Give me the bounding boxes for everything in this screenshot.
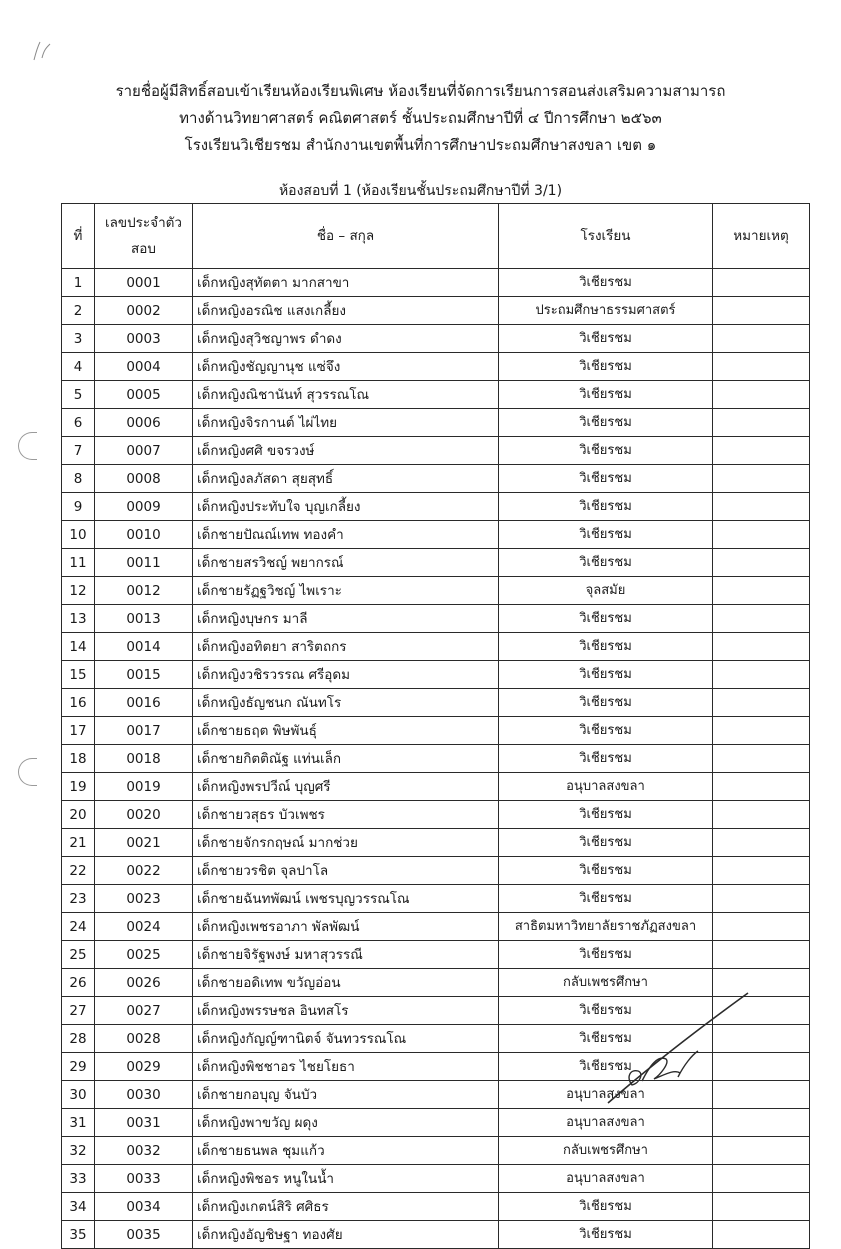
student-name-cell: เด็กชายฉันทพัฒน์ เพชรบุญวรรณโณ [193, 885, 499, 913]
row-number: 35 [62, 1221, 95, 1249]
row-number: 14 [62, 633, 95, 661]
table-row [62, 381, 810, 409]
exam-id-cell: 0007 [95, 437, 193, 465]
school-cell: สาธิตมหาวิทยาลัยราชภัฏสงขลา [499, 913, 713, 941]
remark-cell [713, 801, 810, 829]
table-row [62, 633, 810, 661]
school-cell: กลับเพชรศึกษา [499, 969, 713, 997]
school-cell: วิเชียรชม [499, 997, 713, 1025]
table-row [62, 801, 810, 829]
student-name-cell: เด็กหญิงประทับใจ บุญเกลี้ยง [193, 493, 499, 521]
exam-id-cell: 0015 [95, 661, 193, 689]
student-name-cell: เด็กชายอดิเทพ ขวัญอ่อน [193, 969, 499, 997]
table-row [62, 1137, 810, 1165]
student-name-cell: เด็กชายสรวิชญ์ พยากรณ์ [193, 549, 499, 577]
row-number: 20 [62, 801, 95, 829]
school-cell: อนุบาลสงขลา [499, 773, 713, 801]
school-cell: วิเชียรชม [499, 941, 713, 969]
exam-id-cell: 0017 [95, 717, 193, 745]
remark-cell [713, 465, 810, 493]
table-row [62, 1193, 810, 1221]
school-cell: อนุบาลสงขลา [499, 1109, 713, 1137]
student-name-cell: เด็กชายรัฏฐวิชญ์ ไพเราะ [193, 577, 499, 605]
school-cell: วิเชียรชม [499, 745, 713, 773]
student-name-cell: เด็กชายธฤต พิษพันธุ์ [193, 717, 499, 745]
student-name-cell: เด็กชายวสุธร บัวเพชร [193, 801, 499, 829]
exam-id-cell: 0003 [95, 325, 193, 353]
student-name-cell: เด็กหญิงชัญญานุช แซ่จึง [193, 353, 499, 381]
remark-cell [713, 493, 810, 521]
table-row [62, 549, 810, 577]
student-name-cell: เด็กหญิงศศิ ขจรวงษ์ [193, 437, 499, 465]
header-school: โรงเรียน [499, 204, 713, 269]
student-name-cell: เด็กหญิงอัญชิษฐา ทองศัย [193, 1221, 499, 1249]
student-name-cell: เด็กชายปัณณ์เทพ ทองคำ [193, 521, 499, 549]
table-row [62, 941, 810, 969]
remark-cell [713, 717, 810, 745]
row-number: 19 [62, 773, 95, 801]
row-number: 24 [62, 913, 95, 941]
exam-id-cell: 0032 [95, 1137, 193, 1165]
school-cell: วิเชียรชม [499, 661, 713, 689]
remark-cell [713, 745, 810, 773]
row-number: 21 [62, 829, 95, 857]
row-number: 34 [62, 1193, 95, 1221]
exam-id-cell: 0002 [95, 297, 193, 325]
school-cell: วิเชียรชม [499, 1025, 713, 1053]
remark-cell [713, 437, 810, 465]
row-number: 33 [62, 1165, 95, 1193]
row-number: 27 [62, 997, 95, 1025]
student-name-cell: เด็กชายธนพล ชุมแก้ว [193, 1137, 499, 1165]
scribble-mark [30, 38, 58, 64]
student-name-cell: เด็กหญิงพาขวัญ ผดุง [193, 1109, 499, 1137]
school-cell: วิเชียรชม [499, 1221, 713, 1249]
row-number: 23 [62, 885, 95, 913]
exam-id-cell: 0016 [95, 689, 193, 717]
student-name-cell: เด็กหญิงจิรกานต์ ไผ่ไทย [193, 409, 499, 437]
exam-id-cell: 0033 [95, 1165, 193, 1193]
remark-cell [713, 1193, 810, 1221]
exam-id-cell: 0001 [95, 269, 193, 297]
remark-cell [713, 605, 810, 633]
school-cell: วิเชียรชม [499, 717, 713, 745]
exam-id-cell: 0026 [95, 969, 193, 997]
student-name-cell: เด็กหญิงพิชชาอร ไชยโยธา [193, 1053, 499, 1081]
exam-id-cell: 0010 [95, 521, 193, 549]
remark-cell [713, 1137, 810, 1165]
row-number: 28 [62, 1025, 95, 1053]
table-row [62, 1165, 810, 1193]
table-row [62, 717, 810, 745]
exam-id-cell: 0005 [95, 381, 193, 409]
student-name-cell: เด็กชายกิตติณัฐ แท่นเล็ก [193, 745, 499, 773]
school-cell: วิเชียรชม [499, 269, 713, 297]
student-name-cell: เด็กหญิงอรณิช แสงเกลี้ยง [193, 297, 499, 325]
header-exam-id: เลขประจำตัวสอบ [95, 204, 193, 269]
student-name-cell: เด็กชายวรชิต จุลปาโล [193, 857, 499, 885]
row-number: 9 [62, 493, 95, 521]
row-number: 11 [62, 549, 95, 577]
title-line-3: โรงเรียนวิเชียรชม สำนักงานเขตพื้นที่การศึกษาประถมศึกษาสงขลา เขต ๑ [184, 136, 657, 154]
exam-id-cell: 0035 [95, 1221, 193, 1249]
table-row [62, 521, 810, 549]
row-number: 2 [62, 297, 95, 325]
binder-hole-mark [18, 758, 37, 786]
binder-hole-mark [18, 432, 37, 460]
student-name-cell: เด็กหญิงพรปวีณ์ บุญศรี [193, 773, 499, 801]
student-name-cell: เด็กหญิงอทิตยา สาริตถกร [193, 633, 499, 661]
school-cell: วิเชียรชม [499, 689, 713, 717]
student-name-cell: เด็กหญิงพรรษชล อินทสโร [193, 997, 499, 1025]
header-remark: หมายเหตุ [713, 204, 810, 269]
exam-id-cell: 0008 [95, 465, 193, 493]
exam-id-cell: 0029 [95, 1053, 193, 1081]
exam-id-cell: 0022 [95, 857, 193, 885]
exam-room-title: ห้องสอบที่ 1 (ห้องเรียนชั้นประถมศึกษาปีที่ 3/1) [278, 183, 563, 199]
row-number: 32 [62, 1137, 95, 1165]
table-row [62, 689, 810, 717]
exam-id-cell: 0031 [95, 1109, 193, 1137]
student-name-cell: เด็กหญิงสุทัตตา มากสาขา [193, 269, 499, 297]
handwritten-signature [580, 985, 760, 1115]
remark-cell [713, 1221, 810, 1249]
remark-cell [713, 381, 810, 409]
exam-id-cell: 0004 [95, 353, 193, 381]
row-number: 12 [62, 577, 95, 605]
student-name-cell: เด็กหญิงกัญญ์ฑานิตจ์ จันทวรรณโณ [193, 1025, 499, 1053]
exam-id-cell: 0025 [95, 941, 193, 969]
remark-cell [713, 941, 810, 969]
exam-id-cell: 0020 [95, 801, 193, 829]
remark-cell [713, 689, 810, 717]
table-row [62, 297, 810, 325]
exam-id-cell: 0021 [95, 829, 193, 857]
school-cell: ประถมศึกษาธรรมศาสตร์ [499, 297, 713, 325]
remark-cell [713, 885, 810, 913]
school-cell: วิเชียรชม [499, 1193, 713, 1221]
table-row [62, 493, 810, 521]
school-cell: วิเชียรชม [499, 857, 713, 885]
student-name-cell: เด็กหญิงณิชานันท์ สุวรรณโณ [193, 381, 499, 409]
title-line-1: รายชื่อผู้มีสิทธิ์สอบเข้าเรียนห้องเรียนพิเศษ ห้องเรียนที่จัดการเรียนการสอนส่งเสริมความสามารถ [115, 82, 726, 100]
table-row [62, 885, 810, 913]
exam-id-cell: 0012 [95, 577, 193, 605]
table-row [62, 269, 810, 297]
student-name-cell: เด็กหญิงบุษกร มาลี [193, 605, 499, 633]
row-number: 22 [62, 857, 95, 885]
row-number: 30 [62, 1081, 95, 1109]
title-line-2: ทางด้านวิทยาศาสตร์ คณิตศาสตร์ ชั้นประถมศึกษาปีที่ ๔ ปีการศึกษา ๒๕๖๓ [179, 109, 662, 127]
table-row [62, 913, 810, 941]
remark-cell [713, 857, 810, 885]
student-name-cell: เด็กหญิงลภัสดา สุยสุทธิ์ [193, 465, 499, 493]
remark-cell [713, 577, 810, 605]
table-row [62, 773, 810, 801]
row-number: 8 [62, 465, 95, 493]
school-cell: วิเชียรชม [499, 829, 713, 857]
student-name-cell: เด็กชายจักรกฤษณ์ มากช่วย [193, 829, 499, 857]
remark-cell [713, 549, 810, 577]
school-cell: วิเชียรชม [499, 353, 713, 381]
remark-cell [713, 297, 810, 325]
school-cell: วิเชียรชม [499, 801, 713, 829]
table-row [62, 1221, 810, 1249]
exam-id-cell: 0011 [95, 549, 193, 577]
school-cell: วิเชียรชม [499, 1053, 713, 1081]
table-row [62, 409, 810, 437]
student-name-cell: เด็กชายกอบุญ จันบัว [193, 1081, 499, 1109]
row-number: 25 [62, 941, 95, 969]
student-name-cell: เด็กหญิงธัญชนก ณันทโร [193, 689, 499, 717]
school-cell: วิเชียรชม [499, 885, 713, 913]
school-cell: วิเชียรชม [499, 549, 713, 577]
school-cell: วิเชียรชม [499, 437, 713, 465]
row-number: 3 [62, 325, 95, 353]
table-row [62, 857, 810, 885]
school-cell: อนุบาลสงขลา [499, 1081, 713, 1109]
student-name-cell: เด็กหญิงพิชอร หนูในน้ำ [193, 1165, 499, 1193]
school-cell: วิเชียรชม [499, 605, 713, 633]
exam-id-cell: 0018 [95, 745, 193, 773]
table-row [62, 577, 810, 605]
remark-cell [713, 829, 810, 857]
row-number: 6 [62, 409, 95, 437]
school-cell: วิเชียรชม [499, 633, 713, 661]
school-cell: จุลสมัย [499, 577, 713, 605]
exam-id-cell: 0009 [95, 493, 193, 521]
row-number: 26 [62, 969, 95, 997]
table-header-row [62, 204, 810, 269]
school-cell: กลับเพชรศึกษา [499, 1137, 713, 1165]
school-cell: วิเชียรชม [499, 521, 713, 549]
exam-id-cell: 0027 [95, 997, 193, 1025]
exam-id-cell: 0030 [95, 1081, 193, 1109]
row-number: 4 [62, 353, 95, 381]
remark-cell [713, 633, 810, 661]
exam-id-cell: 0014 [95, 633, 193, 661]
document-header [0, 78, 841, 159]
exam-id-cell: 0006 [95, 409, 193, 437]
remark-cell [713, 353, 810, 381]
exam-id-cell: 0028 [95, 1025, 193, 1053]
row-number: 15 [62, 661, 95, 689]
school-cell: วิเชียรชม [499, 465, 713, 493]
row-number: 17 [62, 717, 95, 745]
school-cell: อนุบาลสงขลา [499, 1165, 713, 1193]
school-cell: วิเชียรชม [499, 381, 713, 409]
student-name-cell: เด็กหญิงวชิรวรรณ ศรีอุดม [193, 661, 499, 689]
header-name: ชื่อ – สกุล [193, 204, 499, 269]
student-name-cell: เด็กชายจิรัฐพงษ์ มหาสุวรรณี [193, 941, 499, 969]
table-row [62, 437, 810, 465]
exam-id-cell: 0024 [95, 913, 193, 941]
remark-cell [713, 325, 810, 353]
school-cell: วิเชียรชม [499, 325, 713, 353]
remark-cell [713, 1165, 810, 1193]
student-name-cell: เด็กหญิงเกตน์สิริ ศศิธร [193, 1193, 499, 1221]
row-number: 1 [62, 269, 95, 297]
student-name-cell: เด็กหญิงสุวิชญาพร ดำดง [193, 325, 499, 353]
remark-cell [713, 661, 810, 689]
student-name-cell: เด็กหญิงเพชรอาภา พัลพัฒน์ [193, 913, 499, 941]
row-number: 16 [62, 689, 95, 717]
row-number: 31 [62, 1109, 95, 1137]
row-number: 5 [62, 381, 95, 409]
remark-cell [713, 913, 810, 941]
row-number: 7 [62, 437, 95, 465]
row-number: 13 [62, 605, 95, 633]
remark-cell [713, 409, 810, 437]
exam-id-cell: 0034 [95, 1193, 193, 1221]
table-row [62, 661, 810, 689]
table-row [62, 745, 810, 773]
row-number: 10 [62, 521, 95, 549]
remark-cell [713, 269, 810, 297]
exam-id-cell: 0023 [95, 885, 193, 913]
row-number: 18 [62, 745, 95, 773]
table-row [62, 465, 810, 493]
table-row [62, 829, 810, 857]
exam-id-cell: 0019 [95, 773, 193, 801]
school-cell: วิเชียรชม [499, 409, 713, 437]
table-row [62, 353, 810, 381]
exam-id-cell: 0013 [95, 605, 193, 633]
remark-cell [713, 773, 810, 801]
table-row [62, 605, 810, 633]
remark-cell [713, 521, 810, 549]
header-no: ที่ [62, 204, 95, 269]
school-cell: วิเชียรชม [499, 493, 713, 521]
table-row [62, 325, 810, 353]
row-number: 29 [62, 1053, 95, 1081]
